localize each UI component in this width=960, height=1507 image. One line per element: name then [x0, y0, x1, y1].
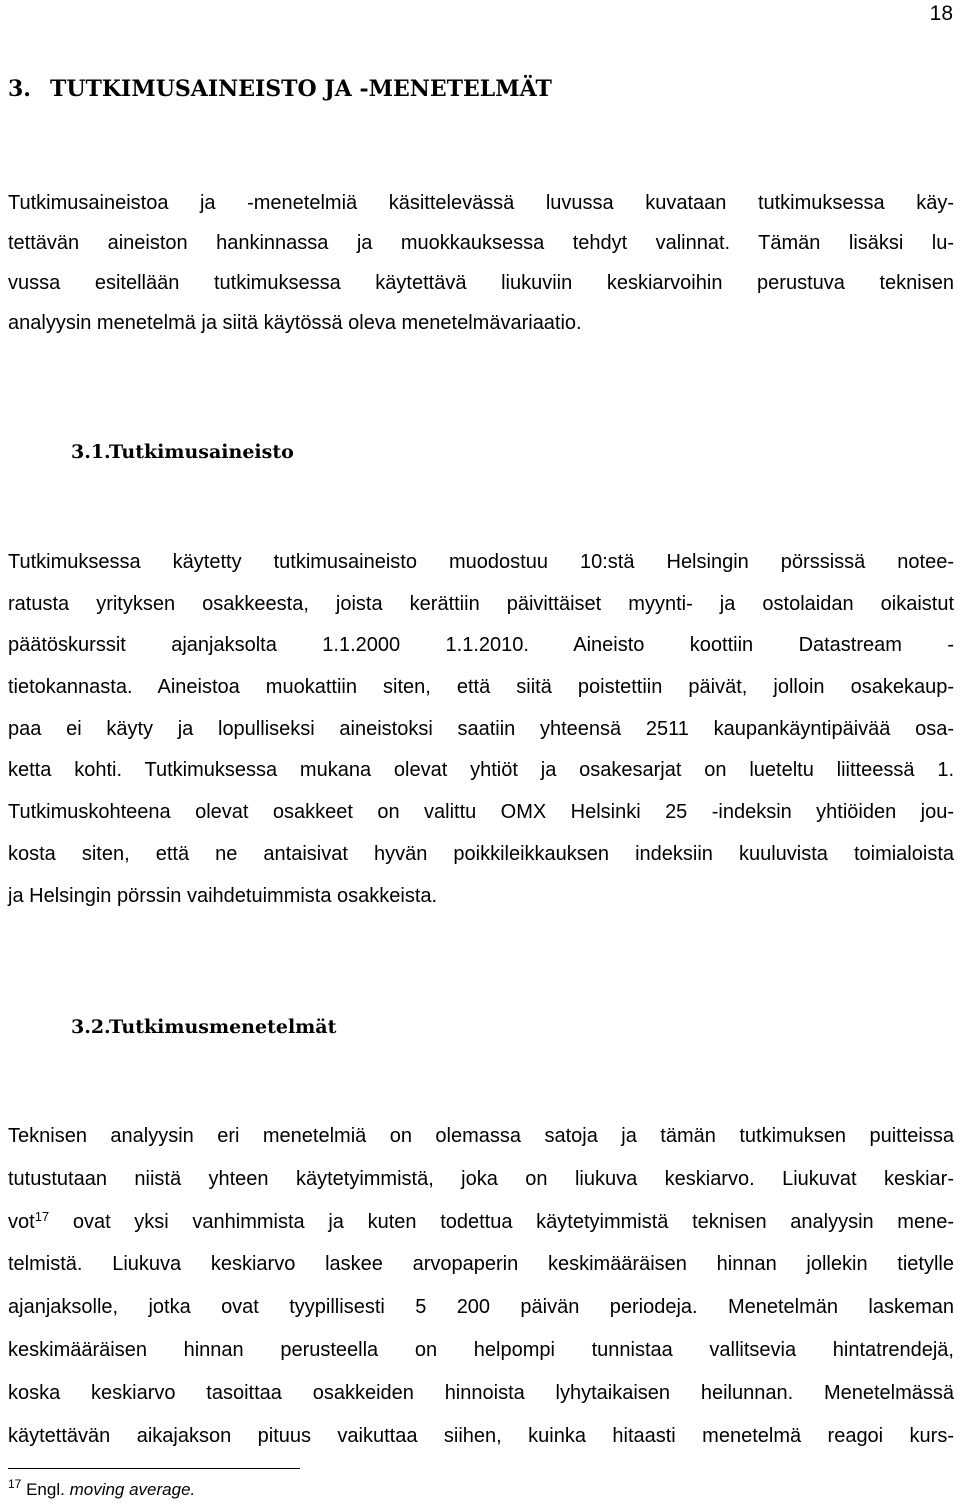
paragraph-line: ja Helsingin pörssin vaihdetuimmista osakkeista.	[8, 884, 438, 907]
paragraph-line: ratusta yrityksen osakkeesta, joista kerättiin päivittäiset myynti- ja ostolaidan oikaistut	[8, 592, 954, 615]
paragraph-line: Teknisen analyysin eri menetelmiä on olemassa satoja ja tämän tutkimuksen puitteissa	[8, 1125, 954, 1147]
section-title-text: Tutkimusaineisto	[109, 441, 294, 463]
paragraph-line: telmistä. Liukuva keskiarvo laskee arvopaperin keskimääräisen hinnan jollekin tietylle	[8, 1253, 954, 1276]
paragraph-line: käytettävän aikajakson pituus vaikuttaa siihen, kuinka hitaasti menetelmä reagoi kurs-	[8, 1424, 954, 1447]
section-number: 3.1.	[71, 441, 111, 463]
footnote-term: moving average.	[69, 1480, 196, 1499]
intro-paragraph	[8, 183, 954, 343]
paragraph-line: kosta siten, että ne antaisivat hyvän poikkileikkauksen indeksiin kuuluvista toimialoista	[8, 842, 954, 865]
paragraph-line: ketta kohti. Tutkimuksessa mukana olevat yhtiöt ja osakesarjat on lueteltu liitteessä 1.	[8, 759, 954, 782]
chapter-title-text: TUTKIMUSAINEISTO JA -MENETELMÄT	[50, 76, 552, 102]
paragraph-line: koska keskiarvo tasoittaa osakkeiden hinnoista lyhytaikaisen heilunnan. Menetelmässä	[8, 1381, 954, 1404]
section-1-paragraph	[8, 542, 954, 917]
section-heading-3-1	[71, 438, 294, 466]
paragraph-line: analyysin menetelmä ja siitä käytössä oleva menetelmävariaatio.	[8, 312, 582, 334]
footnote-divider	[8, 1468, 300, 1469]
chapter-number: 3.	[8, 76, 31, 102]
section-heading-3-2	[71, 1013, 336, 1041]
paragraph-line: keskimääräisen hinnan perusteella on helpompi tunnistaa vallitsevia hintatrendejä,	[8, 1338, 954, 1361]
footnote-reference[interactable]: 17	[34, 1208, 50, 1224]
section-2-paragraph	[8, 1115, 954, 1457]
paragraph-line: Tutkimuskohteena olevat osakkeet on valittu OMX Helsinki 25 -indeksin yhtiöiden jou-	[8, 801, 954, 824]
paragraph-line: tettävän aineiston hankinnassa ja muokkauksessa tehdyt valinnat. Tämän lisäksi lu-	[8, 232, 954, 254]
paragraph-line: vussa esitellään tutkimuksessa käytettävä liukuviin keskiarvoihin perustuva teknisen	[8, 272, 954, 294]
paragraph-line: tietokannasta. Aineistoa muokattiin siten, että siitä poistettiin päivät, jolloin osakekaup-	[8, 676, 954, 699]
paragraph-line	[8, 1201, 954, 1244]
footnote-lead: Engl.	[26, 1480, 70, 1499]
paragraph-line: Tutkimusaineistoa ja -menetelmiä käsittelevässä luvussa kuvataan tutkimuksessa käy-	[8, 192, 954, 214]
section-title-text: Tutkimusmenetelmät	[109, 1016, 337, 1038]
line-text: vot	[8, 1210, 35, 1233]
paragraph-line: paa ei käyty ja lopulliseksi aineistoksi saatiin yhteensä 2511 kaupankäyntipäivää osa-	[8, 717, 954, 740]
paragraph-line: ajanjaksolle, jotka ovat tyypillisesti 5 200 päivän periodeja. Menetelmän laskeman	[8, 1296, 954, 1319]
footnote-number: 17	[8, 1477, 22, 1491]
page-number: 18	[929, 2, 953, 25]
paragraph-line: Tutkimuksessa käytetty tutkimusaineisto muodostuu 10:stä Helsingin pörssissä notee-	[8, 551, 954, 573]
chapter-title	[8, 74, 552, 104]
paragraph-line: tutustutaan niistä yhteen käytetyimmistä, joka on liukuva keskiarvo. Liukuvat keskiar-	[8, 1167, 954, 1190]
paragraph-line: päätöskurssit ajanjaksolta 1.1.2000 1.1.2010. Aineisto koottiin Datastream -	[8, 634, 954, 657]
footnote	[8, 1478, 195, 1502]
line-text: ovat yksi vanhimmista ja kuten todettua käytetyimmistä teknisen analyysin mene-	[49, 1210, 954, 1233]
section-number: 3.2.	[71, 1016, 111, 1038]
